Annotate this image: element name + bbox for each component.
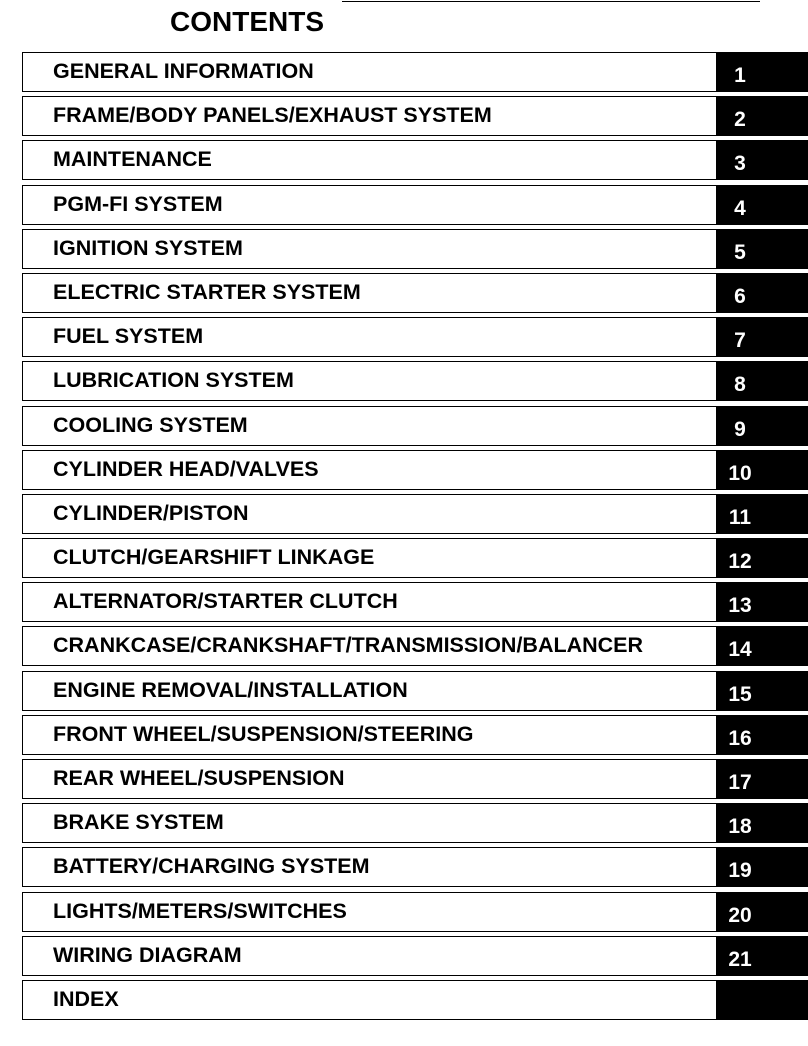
toc-entry-box	[22, 494, 716, 534]
toc-entry-label: LIGHTS/METERS/SWITCHES	[53, 898, 347, 923]
section-number: 15	[728, 682, 752, 706]
contents-list	[22, 52, 808, 1024]
toc-entry-box	[22, 317, 716, 357]
section-tab[interactable]	[716, 361, 808, 401]
section-tab[interactable]	[716, 406, 808, 446]
section-number: 16	[728, 726, 752, 750]
toc-entry[interactable]	[22, 185, 808, 225]
section-tab[interactable]	[716, 671, 808, 711]
toc-entry-label: REAR WHEEL/SUSPENSION	[53, 766, 345, 790]
section-number: 12	[728, 550, 752, 574]
toc-entry[interactable]	[22, 626, 808, 666]
toc-entry-box	[22, 538, 716, 578]
toc-entry[interactable]	[22, 317, 808, 357]
section-tab[interactable]	[716, 229, 808, 269]
toc-entry-label: ALTERNATOR/STARTER CLUTCH	[53, 589, 398, 614]
toc-entry-label: LUBRICATION SYSTEM	[53, 368, 294, 393]
section-tab[interactable]	[716, 626, 808, 666]
toc-entry-box	[22, 273, 716, 313]
top-rule	[342, 1, 760, 2]
toc-entry[interactable]	[22, 229, 808, 269]
section-number: 20	[728, 903, 752, 927]
section-tab[interactable]	[716, 759, 808, 799]
section-tab[interactable]	[716, 185, 808, 225]
page-title: CONTENTS	[170, 6, 324, 37]
section-number: 8	[734, 373, 746, 397]
section-number: 2	[734, 108, 746, 132]
section-number: 21	[728, 947, 752, 971]
section-number: 17	[728, 771, 752, 794]
section-tab[interactable]	[716, 538, 808, 578]
toc-entry-label: ENGINE REMOVAL/INSTALLATION	[53, 677, 408, 702]
toc-entry[interactable]	[22, 803, 808, 843]
toc-entry[interactable]	[22, 715, 808, 755]
section-tab[interactable]	[716, 450, 808, 490]
toc-entry-box	[22, 715, 716, 755]
section-tab[interactable]	[716, 892, 808, 932]
toc-entry-box	[22, 803, 716, 843]
toc-entry-box	[22, 980, 716, 1020]
toc-entry[interactable]	[22, 582, 808, 622]
toc-entry[interactable]	[22, 96, 808, 136]
section-number: 11	[728, 505, 752, 529]
section-tab[interactable]	[716, 273, 808, 313]
toc-entry-label: GENERAL INFORMATION	[53, 59, 314, 83]
toc-entry-label: BRAKE SYSTEM	[53, 810, 224, 835]
toc-entry[interactable]	[22, 980, 808, 1020]
section-tab[interactable]	[716, 980, 808, 1020]
section-number: 4	[734, 196, 746, 220]
toc-entry-box	[22, 450, 716, 490]
toc-entry-label: COOLING SYSTEM	[53, 412, 248, 437]
toc-entry[interactable]	[22, 52, 808, 92]
section-number: 6	[734, 284, 746, 308]
toc-entry[interactable]	[22, 936, 808, 976]
toc-entry[interactable]	[22, 494, 808, 534]
toc-entry-label: IGNITION SYSTEM	[53, 235, 243, 260]
toc-entry-box	[22, 892, 716, 932]
toc-entry[interactable]	[22, 450, 808, 490]
toc-entry-label: CYLINDER/PISTON	[53, 500, 249, 525]
toc-entry[interactable]	[22, 406, 808, 446]
section-tab[interactable]	[716, 317, 808, 357]
toc-entry-box	[22, 52, 716, 92]
toc-entry[interactable]	[22, 140, 808, 180]
section-tab[interactable]	[716, 96, 808, 136]
toc-entry[interactable]	[22, 671, 808, 711]
section-number: 18	[728, 815, 752, 839]
section-number: 10	[728, 461, 752, 485]
toc-entry-label: PGM-FI SYSTEM	[53, 191, 223, 216]
toc-entry[interactable]	[22, 538, 808, 578]
toc-entry-box	[22, 406, 716, 446]
toc-entry-box	[22, 936, 716, 976]
toc-entry-box	[22, 847, 716, 887]
toc-entry-box	[22, 229, 716, 269]
section-tab[interactable]	[716, 847, 808, 887]
section-tab[interactable]	[716, 140, 808, 180]
section-tab[interactable]	[716, 936, 808, 976]
toc-entry-label: CLUTCH/GEARSHIFT LINKAGE	[53, 545, 375, 570]
toc-entry-label: ELECTRIC STARTER SYSTEM	[53, 279, 361, 304]
toc-entry[interactable]	[22, 361, 808, 401]
toc-entry-label: CYLINDER HEAD/VALVES	[53, 456, 319, 481]
section-number: 19	[728, 859, 752, 883]
section-number: 9	[734, 417, 746, 441]
section-number: 5	[734, 240, 746, 264]
section-number: 3	[734, 152, 746, 176]
toc-entry-label: WIRING DIAGRAM	[53, 942, 242, 967]
toc-entry-box	[22, 626, 716, 666]
toc-entry[interactable]	[22, 759, 808, 799]
section-number: 1	[734, 64, 746, 87]
toc-entry-label: FRONT WHEEL/SUSPENSION/STEERING	[53, 721, 474, 746]
toc-entry-box	[22, 185, 716, 225]
toc-entry-box	[22, 140, 716, 180]
toc-entry-box	[22, 361, 716, 401]
toc-entry[interactable]	[22, 273, 808, 313]
section-tab[interactable]	[716, 582, 808, 622]
toc-entry-label: INDEX	[53, 986, 119, 1011]
toc-entry[interactable]	[22, 892, 808, 932]
toc-entry-label: CRANKCASE/CRANKSHAFT/TRANSMISSION/BALANCER	[53, 633, 644, 658]
toc-entry-box	[22, 671, 716, 711]
toc-entry[interactable]	[22, 847, 808, 887]
section-number: 13	[728, 594, 752, 618]
section-number: 14	[728, 638, 752, 662]
section-number: 7	[734, 329, 746, 353]
toc-entry-label: BATTERY/CHARGING SYSTEM	[53, 854, 370, 879]
section-tab[interactable]	[716, 494, 808, 534]
toc-entry-label: FRAME/BODY PANELS/EXHAUST SYSTEM	[53, 103, 492, 128]
toc-entry-box	[22, 96, 716, 136]
section-tab[interactable]	[716, 715, 808, 755]
toc-entry-label: FUEL SYSTEM	[53, 324, 204, 349]
toc-entry-label: MAINTENANCE	[53, 147, 212, 172]
section-tab[interactable]	[716, 52, 808, 92]
toc-entry-box	[22, 582, 716, 622]
section-tab[interactable]	[716, 803, 808, 843]
toc-entry-box	[22, 759, 716, 799]
